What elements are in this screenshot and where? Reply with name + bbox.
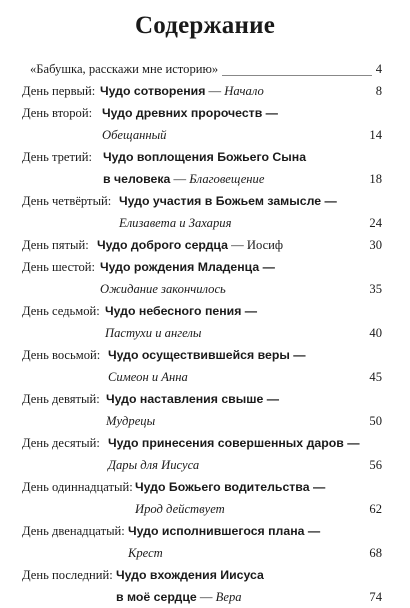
day-label: День девятый: [22,392,100,406]
page-number: 35 [369,282,382,296]
entry-continuation [102,124,166,146]
miracle-title: Чудо принесения совершенных даров — [108,436,360,450]
toc-line [22,300,382,322]
toc-line [22,454,382,476]
toc-line [22,322,382,344]
entry-heading [97,234,283,256]
entry-continuation [108,366,188,388]
entry-subtitle: Ожидание закончилось [100,282,226,296]
entry-heading [119,190,337,212]
entry-continuation [116,586,242,608]
entry-subtitle: Елизавета и Захария [119,216,232,230]
page-number: 50 [369,414,382,428]
entry-continuation [103,168,264,190]
day-label: День первый: [22,84,96,98]
day-label: День последний: [22,568,113,582]
miracle-title: Чудо воплощения Божьего Сына [103,150,307,164]
page-title: Содержание [134,12,275,39]
toc-line [22,564,382,586]
miracle-title: Чудо наставления свыше — [106,392,280,406]
entry-heading [108,344,306,366]
miracle-title: Чудо Божьего водительства — [135,480,326,494]
toc-line [22,476,382,498]
toc-line [22,388,382,410]
miracle-title: Чудо доброго сердца [97,238,228,252]
entry-heading [100,256,275,278]
miracle-title: Чудо исполнившегося плана — [128,524,321,538]
toc-entry[interactable] [22,520,382,564]
day-label: День шестой: [22,260,96,274]
toc-entry[interactable] [22,344,382,388]
entry-subtitle: Ирод действует [135,502,225,516]
entry-subtitle: Пастухи и ангелы [105,326,202,340]
toc-line [22,520,382,542]
entry-subtitle: Начало [224,84,264,98]
entry-heading [106,388,279,410]
page-number: 4 [375,62,382,76]
toc-line [22,366,382,388]
entry-subtitle: Обещанный [102,128,167,142]
toc-entry[interactable] [22,432,382,476]
miracle-title: Чудо древних пророчеств — [102,106,278,120]
miracle-title: Чудо осуществившейся веры — [108,348,306,362]
page-number: 24 [369,216,382,230]
page-number: 74 [369,590,382,604]
dash: — [170,172,190,186]
toc-line [22,212,382,234]
day-label: День седьмой: [22,304,100,318]
toc-line [22,124,382,146]
entry-subtitle: Благовещение [189,172,265,186]
miracle-title: Чудо небесного пения — [105,304,258,318]
entry-heading [100,80,264,102]
toc-line [22,432,382,454]
page-number: 40 [369,326,382,340]
toc-entry[interactable] [22,80,382,102]
entry-subtitle: Симеон и Анна [108,370,188,384]
entry-continuation [119,212,231,234]
toc-intro-row[interactable] [22,58,382,80]
miracle-title: Чудо вхождения Иисуса [116,568,264,582]
toc-entry[interactable] [22,256,382,300]
entry-continuation [135,498,225,520]
entry-continuation [106,410,155,432]
entry-continuation [100,278,226,300]
entry-subtitle: Мудрецы [106,414,156,428]
day-label: День второй: [22,106,93,120]
toc-entry[interactable] [22,388,382,432]
miracle-title: Чудо рождения Младенца — [100,260,275,274]
miracle-title: Чудо участия в Божьем замысле — [119,194,337,208]
intro-title: «Бабушка, расскажи мне историю» [30,62,219,76]
dot-leader [222,75,372,76]
toc-entry[interactable] [22,146,382,190]
toc-entry[interactable] [22,300,382,344]
entry-heading [135,476,325,498]
entry-heading [116,564,264,586]
toc-line [22,168,382,190]
page-number: 45 [369,370,382,384]
miracle-title: Чудо сотворения [100,84,206,98]
day-label: День двенадцатый: [22,524,125,538]
toc-line [22,256,382,278]
toc-entry[interactable] [22,102,382,146]
toc-line [22,498,382,520]
toc-line [22,278,382,300]
toc-line [22,102,382,124]
entry-heading [103,146,306,168]
entry-subtitle: Вера [215,590,242,604]
entry-heading [108,432,360,454]
toc-line [22,80,382,102]
page-number: 56 [369,458,382,472]
entry-continuation [128,542,163,564]
toc-line [22,542,382,564]
toc-line [22,344,382,366]
day-label: День третий: [22,150,92,164]
toc-entry[interactable] [22,564,382,608]
toc-entry[interactable] [22,476,382,520]
entry-subtitle: Иосиф [246,238,284,252]
page-number: 14 [369,128,382,142]
entry-heading [128,520,320,542]
day-label: День восьмой: [22,348,101,362]
miracle-title-cont: в человека [103,172,171,186]
day-label: День одиннадцатый: [22,480,133,494]
page-number: 68 [369,546,382,560]
dash: — [205,84,225,98]
page-number: 8 [375,84,382,98]
entry-continuation [105,322,201,344]
toc-line [22,146,382,168]
toc-entry[interactable] [22,234,382,256]
day-label: День десятый: [22,436,100,450]
day-label: День четвёртый: [22,194,112,208]
toc-entry[interactable] [22,190,382,234]
dash: — [196,590,216,604]
page-number: 30 [369,238,382,252]
day-label: День пятый: [22,238,89,252]
entry-continuation [108,454,199,476]
entry-subtitle: Дары для Иисуса [108,458,200,472]
page-number: 18 [369,172,382,186]
table-of-contents [22,58,382,608]
entry-subtitle: Крест [128,546,163,560]
toc-line [22,234,382,256]
page-number: 62 [369,502,382,516]
toc-line [22,586,382,608]
miracle-title-cont: в моё сердце [116,590,197,604]
entry-heading [105,300,257,322]
dash: — [227,238,247,252]
entry-heading [102,102,278,124]
toc-line [22,190,382,212]
toc-line [22,410,382,432]
